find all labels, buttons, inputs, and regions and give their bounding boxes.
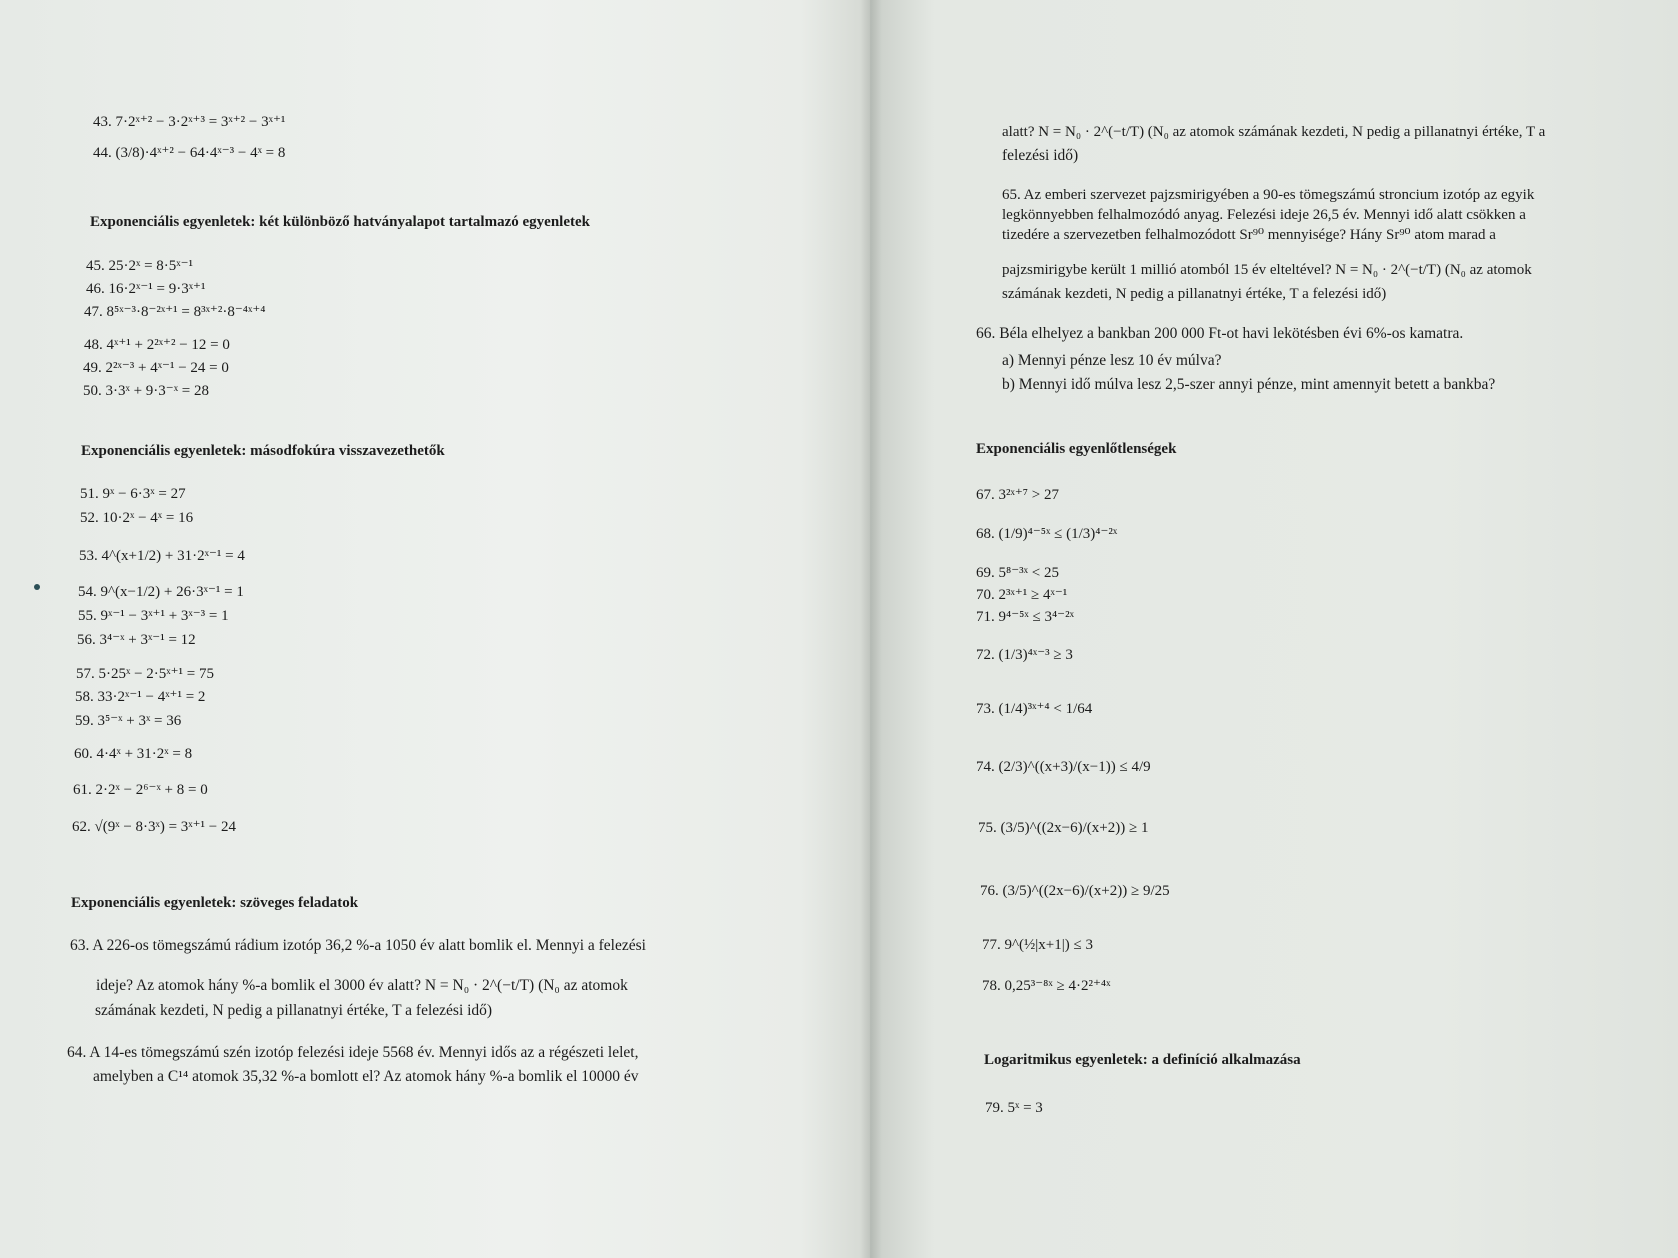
problem-65-line-1: 65. Az emberi szervezet pajzsmirigyében a 90-es tömegszámú stroncium izotóp az egyik bbox=[1002, 187, 1535, 203]
equation-52: 52. 10·2ˣ − 4ˣ = 16 bbox=[80, 510, 194, 526]
inequality-68: 68. (1/9)⁴⁻⁵ˣ ≤ (1/3)⁴⁻²ˣ bbox=[976, 526, 1118, 542]
inequality-67: 67. 3²ˣ⁺⁷ > 27 bbox=[976, 487, 1059, 503]
section-title-two-bases: Exponenciális egyenletek: két különböző hatványalapot tartalmazó egyenletek bbox=[90, 214, 590, 230]
section-title-inequalities: Exponenciális egyenlőtlenségek bbox=[976, 441, 1177, 457]
problem-63-line-3: számának kezdeti, N pedig a pillanatnyi értéke, T a felezési idő) bbox=[95, 1002, 493, 1019]
equation-51: 51. 9ˣ − 6·3ˣ = 27 bbox=[80, 486, 186, 502]
inequality-75: 75. (3/5)^((2x−6)/(x+2)) ≥ 1 bbox=[978, 820, 1149, 836]
equation-48: 48. 4ˣ⁺¹ + 2²ˣ⁺² − 12 = 0 bbox=[84, 337, 230, 353]
equation-59: 59. 3⁵⁻ˣ + 3ˣ = 36 bbox=[75, 713, 182, 729]
problem-66-part-b: b) Mennyi idő múlva lesz 2,5-szer annyi pénze, mint amennyit betett a bankba? bbox=[1002, 376, 1496, 393]
inequality-78: 78. 0,25³⁻⁸ˣ ≥ 4·2²⁺⁴ˣ bbox=[982, 978, 1111, 994]
problem-66-line-1: 66. Béla elhelyez a bankban 200 000 Ft-ot havi lekötésben évi 6%-os kamatra. bbox=[976, 325, 1464, 342]
equation-53: 53. 4^(x+1/2) + 31·2ˣ⁻¹ = 4 bbox=[79, 548, 245, 564]
problem-65-line-2: legkönnyebben felhalmozódó anyag. Felezési ideje 26,5 év. Mennyi idő alatt csökken a bbox=[1002, 207, 1526, 223]
equation-47: 47. 8⁵ˣ⁻³·8⁻²ˣ⁺¹ = 8³ˣ⁺²·8⁻⁴ˣ⁺⁴ bbox=[84, 304, 266, 320]
problem-64-continuation-line-1: alatt? N = N₀ · 2^(−t/T) (N₀ az atomok számának kezdeti, N pedig a pillanatnyi értéke, T a bbox=[1002, 124, 1546, 140]
inequality-73: 73. (1/4)³ˣ⁺⁴ < 1/64 bbox=[976, 701, 1093, 717]
problem-65-line-4: pajzsmirigybe került 1 millió atomból 15 év elteltével? N = N₀ · 2^(−t/T) (N₀ az atomok bbox=[1002, 262, 1532, 278]
inequality-77: 77. 9^(½|x+1|) ≤ 3 bbox=[982, 937, 1093, 953]
page-fold bbox=[860, 0, 882, 1258]
problem-66-part-a: a) Mennyi pénze lesz 10 év múlva? bbox=[1002, 352, 1222, 369]
inequality-70: 70. 2³ˣ⁺¹ ≥ 4ˣ⁻¹ bbox=[976, 587, 1068, 603]
problem-64-continuation-line-2: felezési idő) bbox=[1002, 147, 1079, 164]
equation-45: 45. 25·2ˣ = 8·5ˣ⁻¹ bbox=[86, 258, 194, 274]
equation-58: 58. 33·2ˣ⁻¹ − 4ˣ⁺¹ = 2 bbox=[75, 689, 206, 705]
equation-50: 50. 3·3ˣ + 9·3⁻ˣ = 28 bbox=[83, 383, 209, 399]
equation-44: 44. (3/8)·4ˣ⁺² − 64·4ˣ⁻³ − 4ˣ = 8 bbox=[93, 145, 286, 161]
inequality-72: 72. (1/3)⁴ˣ⁻³ ≥ 3 bbox=[976, 647, 1073, 663]
equation-60: 60. 4·4ˣ + 31·2ˣ = 8 bbox=[74, 746, 193, 762]
section-title-word-problems: Exponenciális egyenletek: szöveges feladatok bbox=[71, 895, 359, 911]
problem-64-line-2: amelyben a C¹⁴ atomok 35,32 %-a bomlott el? Az atomok hány %-a bomlik el 10000 év bbox=[93, 1068, 639, 1085]
equation-62: 62. √(9ˣ − 8·3ˣ) = 3ˣ⁺¹ − 24 bbox=[72, 819, 237, 835]
ink-dot bbox=[34, 584, 40, 590]
problem-65-line-5: számának kezdeti, N pedig a pillanatnyi értéke, T a felezési idő) bbox=[1002, 286, 1387, 302]
equation-56: 56. 3⁴⁻ˣ + 3ˣ⁻¹ = 12 bbox=[77, 632, 196, 648]
section-title-logarithmic: Logaritmikus egyenletek: a definíció alkalmazása bbox=[984, 1052, 1301, 1068]
equation-54: 54. 9^(x−1/2) + 26·3ˣ⁻¹ = 1 bbox=[78, 584, 244, 600]
equation-55: 55. 9ˣ⁻¹ − 3ˣ⁺¹ + 3ˣ⁻³ = 1 bbox=[78, 608, 229, 624]
problem-65-line-3: tizedére a szervezetben felhalmozódott Sr⁹⁰ mennyisége? Hány Sr⁹⁰ atom marad a bbox=[1002, 227, 1496, 243]
equation-61: 61. 2·2ˣ − 2⁶⁻ˣ + 8 = 0 bbox=[73, 782, 208, 798]
section-title-quadratic: Exponenciális egyenletek: másodfokúra visszavezethetők bbox=[81, 443, 445, 459]
inequality-76: 76. (3/5)^((2x−6)/(x+2)) ≥ 9/25 bbox=[980, 883, 1170, 899]
equation-49: 49. 2²ˣ⁻³ + 4ˣ⁻¹ − 24 = 0 bbox=[83, 360, 229, 376]
problem-63-line-1: 63. A 226-os tömegszámú rádium izotóp 36,2 %-a 1050 év alatt bomlik el. Mennyi a felezési bbox=[70, 937, 646, 954]
inequality-74: 74. (2/3)^((x+3)/(x−1)) ≤ 4/9 bbox=[976, 759, 1151, 775]
inequality-69: 69. 5⁸⁻³ˣ < 25 bbox=[976, 565, 1059, 581]
equation-57: 57. 5·25ˣ − 2·5ˣ⁺¹ = 75 bbox=[76, 666, 214, 682]
inequality-71: 71. 9⁴⁻⁵ˣ ≤ 3⁴⁻²ˣ bbox=[976, 609, 1074, 625]
equation-79: 79. 5ˣ = 3 bbox=[985, 1100, 1043, 1116]
problem-63-line-2: ideje? Az atomok hány %-a bomlik el 3000 év alatt? N = N₀ · 2^(−t/T) (N₀ az atomok bbox=[96, 977, 628, 994]
equation-46: 46. 16·2ˣ⁻¹ = 9·3ˣ⁺¹ bbox=[86, 281, 206, 297]
problem-64-line-1: 64. A 14-es tömegszámú szén izotóp felezési ideje 5568 év. Mennyi idős az a régészeti lelet, bbox=[67, 1044, 639, 1061]
equation-43: 43. 7·2ˣ⁺² − 3·2ˣ⁺³ = 3ˣ⁺² − 3ˣ⁺¹ bbox=[93, 114, 286, 130]
